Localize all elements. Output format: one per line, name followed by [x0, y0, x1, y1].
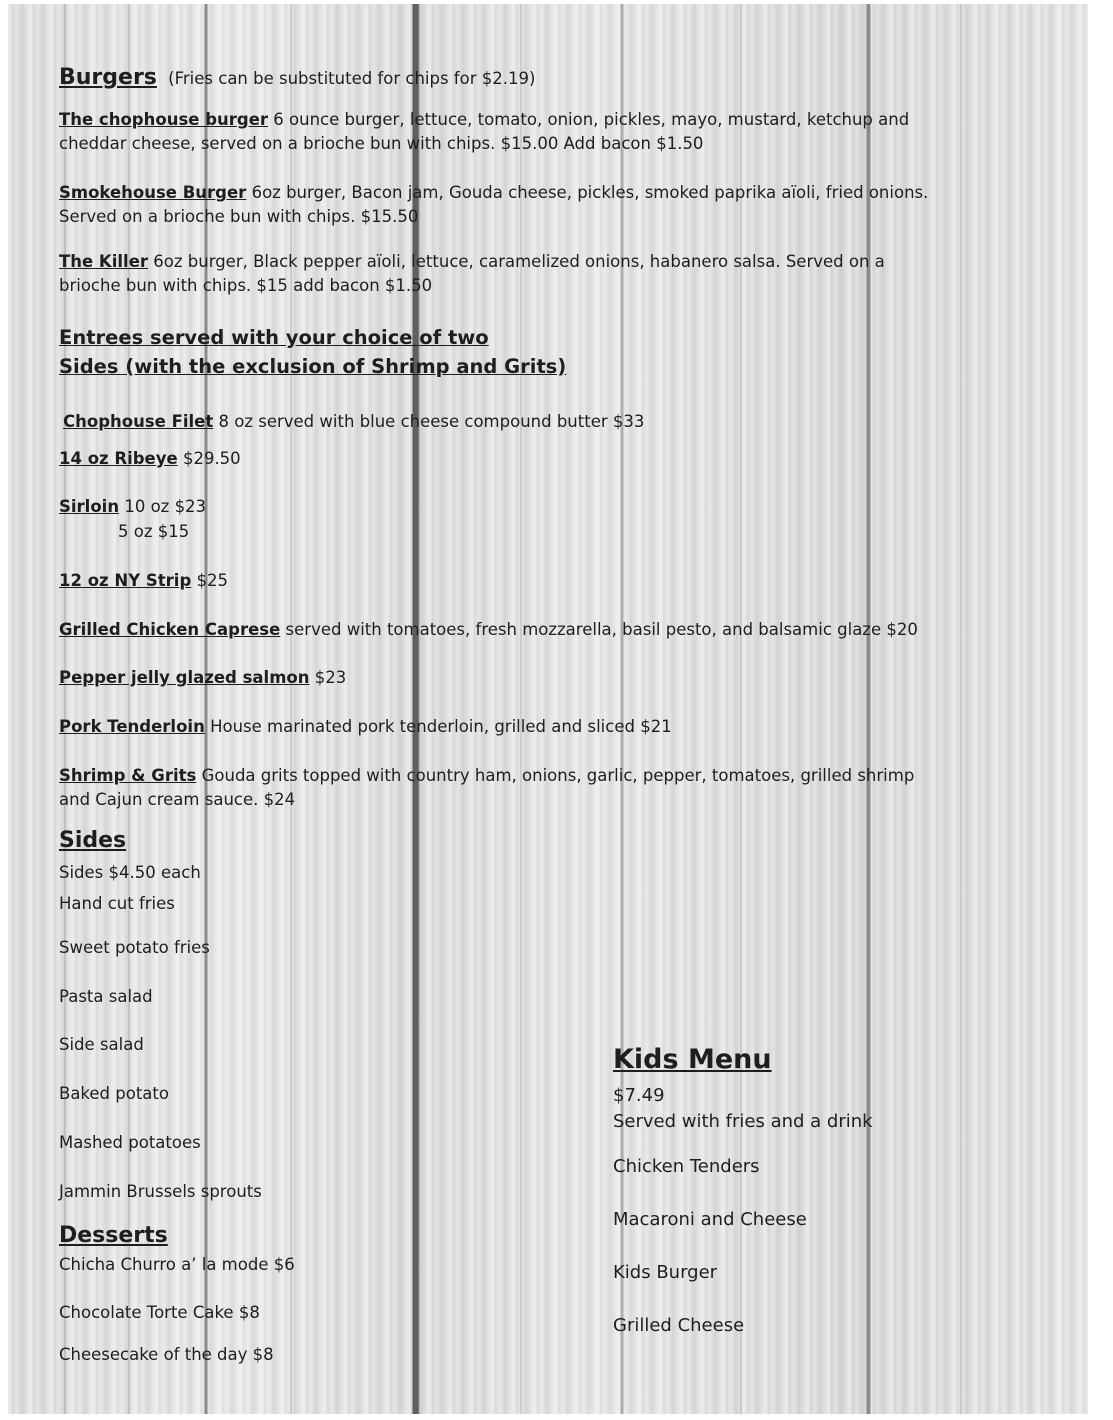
item-description: 6 ounce burger, lettuce, tomato, onion, pickles, mayo, mustard, ketchup and — [268, 110, 910, 129]
menu-item-smokehouse-burger — [59, 181, 928, 205]
menu-item-salmon — [59, 666, 346, 690]
menu-item-ribeye — [59, 447, 241, 471]
kids-item: Chicken Tenders — [613, 1156, 760, 1177]
side-item: Pasta salad — [59, 987, 153, 1006]
desserts-heading: Desserts — [59, 1223, 168, 1248]
menu-item-chophouse-filet — [63, 410, 644, 434]
item-description-line2: Served on a brioche bun with chips. $15.50 — [59, 207, 419, 226]
item-description: Gouda grits topped with country ham, onions, garlic, pepper, tomatoes, grilled shrimp — [196, 766, 915, 785]
side-item: Mashed potatoes — [59, 1133, 201, 1152]
item-description-line2: brioche bun with chips. $15 add bacon $1.50 — [59, 276, 433, 295]
item-description: House marinated pork tenderloin, grilled and sliced $21 — [204, 717, 672, 736]
item-name: 14 oz Ribeye — [59, 449, 178, 468]
item-name: Shrimp & Grits — [59, 766, 197, 785]
item-name: 12 oz NY Strip — [59, 571, 192, 590]
kids-item: Macaroni and Cheese — [613, 1209, 807, 1230]
item-name: The Killer — [59, 252, 149, 271]
item-description-line2: 5 oz $15 — [118, 522, 190, 541]
side-item: Sweet potato fries — [59, 938, 210, 957]
item-name: The chophouse burger — [59, 110, 269, 129]
sides-price-note: Sides $4.50 each — [59, 863, 201, 882]
item-description: served with tomatoes, fresh mozzarella, basil pesto, and balsamic glaze $20 — [280, 620, 918, 639]
menu-item-shrimp-grits — [59, 764, 914, 788]
kids-menu-heading: Kids Menu — [613, 1044, 772, 1075]
item-description-line2: and Cajun cream sauce. $24 — [59, 790, 296, 809]
sides-heading: Sides — [59, 828, 127, 853]
wood-grain-line — [740, 4, 742, 1414]
menu-item-sirloin — [59, 495, 206, 519]
item-name: Pork Tenderloin — [59, 717, 205, 736]
item-description: 6oz burger, Black pepper aïoli, lettuce, caramelized onions, habanero salsa. Served on a — [148, 252, 885, 271]
menu-item-chicken-caprese — [59, 618, 918, 642]
dessert-item: Chicha Churro a’ la mode $6 — [59, 1255, 295, 1274]
item-description: 8 oz served with blue cheese compound butter $33 — [213, 412, 645, 431]
burgers-note: (Fries can be substituted for chips for $2.19) — [168, 69, 536, 88]
burgers-heading: Burgers — [59, 65, 157, 90]
item-name: Sirloin — [59, 497, 120, 516]
item-description-line2: cheddar cheese, served on a brioche bun with chips. $15.00 Add bacon $1.50 — [59, 134, 704, 153]
menu-item-chophouse-burger — [59, 108, 909, 132]
menu-item-pork-tenderloin — [59, 715, 672, 739]
burgers-heading-row — [59, 66, 535, 91]
dessert-item: Chocolate Torte Cake $8 — [59, 1303, 260, 1322]
side-item: Side salad — [59, 1035, 144, 1054]
side-item: Jammin Brussels sprouts — [59, 1182, 262, 1201]
wood-grain-line — [520, 4, 522, 1414]
item-name: Pepper jelly glazed salmon — [59, 668, 310, 687]
wood-grain-line — [960, 4, 962, 1414]
kids-item: Grilled Cheese — [613, 1315, 745, 1336]
item-description: $29.50 — [177, 449, 241, 468]
menu-item-the-killer — [59, 250, 885, 274]
item-name: Smokehouse Burger — [59, 183, 247, 202]
item-description: 10 oz $23 — [119, 497, 207, 516]
item-description: 6oz burger, Bacon jam, Gouda cheese, pickles, smoked paprika aïoli, fried onions. — [246, 183, 929, 202]
kids-item: Kids Burger — [613, 1262, 718, 1283]
item-description: $23 — [309, 668, 347, 687]
item-description: $25 — [191, 571, 229, 590]
kids-menu-price: $7.49 — [613, 1085, 665, 1106]
dessert-item: Cheesecake of the day $8 — [59, 1345, 274, 1364]
entrees-heading-line1: Entrees served with your choice of two — [59, 326, 489, 349]
side-item: Hand cut fries — [59, 894, 175, 913]
side-item: Baked potato — [59, 1084, 169, 1103]
item-name: Chophouse Filet — [63, 412, 214, 431]
entrees-heading-line2: Sides (with the exclusion of Shrimp and Grits) — [59, 355, 567, 378]
kids-menu-note: Served with fries and a drink — [613, 1111, 873, 1132]
menu-item-ny-strip — [59, 569, 228, 593]
item-name: Grilled Chicken Caprese — [59, 620, 281, 639]
